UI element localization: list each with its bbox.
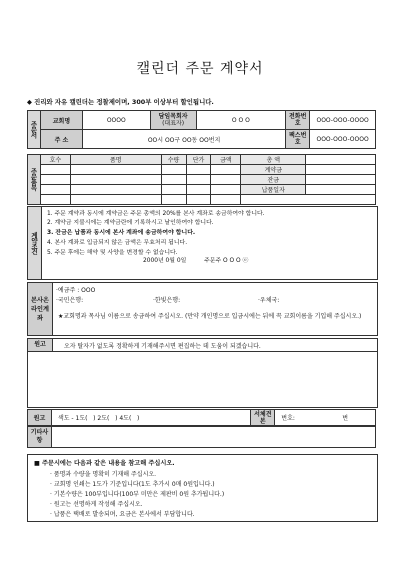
item-cell[interactable] — [70, 195, 161, 205]
balance-value[interactable] — [306, 175, 376, 185]
contract-term-5: 5. 주문 후에는 해약 및 사양을 변경할 수 없습니다. — [47, 250, 178, 256]
sample-number-suffix: 번 — [342, 415, 348, 422]
bank-hanmi: ·한빛은행: — [153, 297, 181, 304]
deposit-label: 계약금 — [241, 165, 306, 175]
delivery-date-label: 납품일자 — [241, 185, 306, 195]
other-notes-input[interactable] — [51, 427, 375, 448]
draft-input-area[interactable] — [28, 352, 377, 407]
phone-value[interactable]: OOO-OOO-OOOO — [310, 111, 376, 130]
item-cell[interactable] — [211, 185, 241, 195]
contract-term-3: 3. 잔금은 납품과 동시에 본사 계좌에 송금하여야 합니다. — [47, 230, 196, 236]
bank-side-label-cell — [28, 283, 53, 335]
bank-account-box — [27, 282, 378, 336]
contract-date[interactable]: 2000년 0월 0일 — [143, 258, 187, 264]
print-label: 원고 — [28, 410, 52, 426]
draft-instruction: 오자 탈자가 없도록 정확하게 기재해주시면 편집하는 데 도움이 되겠습니다. — [64, 343, 261, 350]
item-cell[interactable] — [40, 175, 70, 185]
phone-label: 전화번호 — [286, 111, 310, 130]
contract-side-label: 계약조건 — [28, 207, 42, 279]
instruction-item: · 교회명 인쇄는 1도가 기준입니다(1도 추가시 0매 0원입니다.) — [50, 481, 215, 488]
sample-label: 서체견본 — [251, 410, 275, 426]
other-notes-table — [27, 426, 376, 448]
draft-header — [28, 339, 377, 352]
order-items-table — [27, 154, 376, 205]
bank-post: ·우체국: — [258, 297, 280, 304]
balance-label: 잔금 — [241, 175, 306, 185]
instruction-item: · 품명과 수량을 명확히 기재해 주십시오. — [50, 471, 157, 478]
contract-signer[interactable]: 주문주 O O O ⓔ — [204, 258, 249, 264]
instruction-item: · 기본수량은 100부입니다(100부 미만은 제판비 0원 추가됩니다.) — [50, 491, 225, 498]
item-cell[interactable] — [211, 195, 241, 205]
church-value[interactable]: OOOO — [82, 111, 150, 130]
bank-side-label: 본사온라인계좌 — [31, 296, 49, 322]
pastor-label-cell — [150, 111, 196, 130]
sample-number-cell[interactable] — [275, 410, 376, 426]
pastor-label: 담임목회자 — [158, 113, 188, 120]
item-cell[interactable] — [70, 175, 161, 185]
page-title: 캘린더 주문 계약서 — [136, 61, 264, 77]
item-cell[interactable] — [70, 165, 161, 175]
delivery-date-value[interactable] — [306, 185, 376, 195]
orderer-side-label: 주문서 — [28, 111, 41, 149]
header-quantity: 수량 — [161, 155, 186, 165]
fax-value[interactable]: OOO-OOO-OOOO — [310, 130, 376, 149]
total-value[interactable] — [306, 155, 376, 165]
instructions-title: ■ 주문시에는 다음과 같은 내용을 참고해 주십시오. — [34, 460, 175, 467]
header-product: 품명 — [70, 155, 161, 165]
draft-box — [27, 338, 378, 408]
contract-terms-text — [47, 210, 373, 265]
fax-label: 팩스번호 — [286, 130, 310, 149]
bank-note: ★교회명과 목사님 이름으로 송금하여 주십시오. (만약 개인명으로 입금시에는 뒤에 꼭 교회이름을 기입해 주십시오.) — [58, 313, 362, 320]
item-cell[interactable] — [186, 165, 211, 175]
contract-terms-box — [27, 206, 378, 280]
instruction-item: · 납품은 택배로 발송되며, 요금은 본사에서 부담합니다. — [50, 511, 195, 518]
item-cell[interactable] — [211, 175, 241, 185]
instructions-box — [27, 454, 378, 522]
item-cell[interactable] — [241, 195, 376, 205]
discount-notice: ◆ 진리와 자유 캘린더는 정찰제이며, 300부 이상부터 할인됩니다. — [27, 98, 214, 106]
contract-term-4: 4. 본사 계좌로 입금되지 않은 금액은 무효처리 됩니다. — [47, 240, 188, 246]
item-cell[interactable] — [70, 185, 161, 195]
bank-kookmin: ·국민은행: — [56, 297, 84, 304]
bank-holder: ·예금주 : OOO — [56, 287, 96, 294]
item-cell[interactable] — [40, 185, 70, 195]
print-options-table — [27, 409, 376, 426]
header-unit-price: 단가 — [186, 155, 211, 165]
header-number: 호수 — [40, 155, 70, 165]
items-side-label: 주문품목 — [28, 155, 41, 205]
header-amount: 금액 — [211, 155, 241, 165]
item-cell[interactable] — [186, 195, 211, 205]
address-value[interactable]: OO시 OO구 OO동 OO번지 — [82, 130, 285, 149]
item-cell[interactable] — [211, 165, 241, 175]
deposit-value[interactable] — [306, 165, 376, 175]
contract-term-1: 1. 주문 계약과 동시에 계약금은 주문 총액의 20%를 본사 계좌로 송금하여야 합니다. — [47, 211, 265, 217]
instruction-item: · 원고는 선명하게 작성해 주십시오. — [50, 501, 143, 508]
contract-term-2: 2. 계약금 지불시에는 계약금란에 기록하시고 날인하여야 합니다. — [47, 220, 214, 226]
other-label: 기타사항 — [28, 427, 52, 448]
item-cell[interactable] — [40, 165, 70, 175]
item-cell[interactable] — [161, 185, 186, 195]
header-total: 총 액 — [241, 155, 306, 165]
orderer-table — [27, 110, 376, 149]
address-label: 주 소 — [40, 130, 82, 149]
item-cell[interactable] — [186, 185, 211, 195]
item-cell[interactable] — [40, 195, 70, 205]
item-cell[interactable] — [186, 175, 211, 185]
contract-signature-line — [47, 258, 373, 265]
item-cell[interactable] — [161, 175, 186, 185]
item-cell[interactable] — [161, 165, 186, 175]
church-label: 교회명 — [40, 111, 82, 130]
item-cell[interactable] — [161, 195, 186, 205]
sample-number-label: 번호: — [281, 415, 295, 422]
pastor-sub-label: (대표자) — [162, 120, 185, 127]
color-options[interactable]: 색도 - 1도( ) 2도( ) 4도( ) — [51, 410, 250, 426]
pastor-value[interactable]: O O O — [196, 111, 286, 130]
draft-label: 원고 — [28, 339, 53, 351]
